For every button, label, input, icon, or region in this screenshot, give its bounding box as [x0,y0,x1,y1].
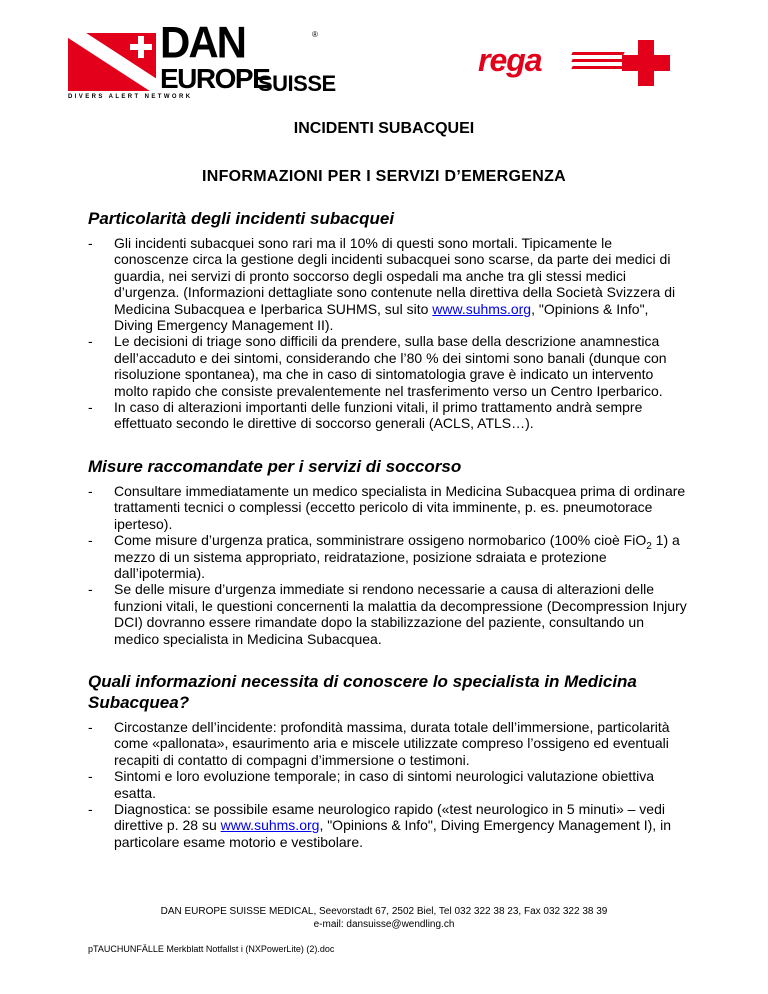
rega-logo-word: rega [478,42,542,78]
bullet-list [88,235,688,432]
bullet-list [88,719,688,850]
section-heading: Quali informazioni necessita di conoscere lo specialista in Medicina Subacquea? [88,671,637,712]
footer-email: e-mail: dansuisse@wendling.ch [313,919,455,930]
dan-logo-suisse: SUISSE [258,71,336,96]
document-title: INCIDENTI SUBACQUEI [293,120,475,137]
dan-logo-word: DAN [160,17,245,68]
list-item: - Circostanze dell’incidente: profondità massima, durata totale dell’immersione, particolarità come «pallonata», esaurimento aria e miscele utilizzate compreso l’ossigeno ed eventuali recapiti di contatto di compagni d’immersione o testimoni. [88,719,688,768]
document-body [88,208,688,874]
section-particularities [88,208,688,432]
list-item: - Le decisioni di triage sono difficili da prendere, sulla base della descrizione anamnestica dell’accaduto e dei sintomi, considerando che l’80 % dei sintomi sono banali (dunque con risoluzione spontanea), ma che in caso di sintomatologia grave è indicato un intervento molto rapido che consiste prevalentemente nel trasferimento verso un Centro Iperbarico. [88,333,688,399]
document-subtitle: INFORMAZIONI PER I SERVIZI D’EMERGENZA [201,168,567,185]
suhms-link[interactable]: www.suhms.org [432,300,532,317]
dan-europe-suisse-logo [68,17,336,102]
list-item: - In caso di alterazioni importanti delle funzioni vitali, il primo trattamento andrà sempre effettuato secondo le direttive di soccorso generali (ACLS, ATLS…). [88,399,688,432]
dive-flag-icon [68,33,156,91]
footer-address: DAN EUROPE SUISSE MEDICAL, Seevorstadt 67, 2502 Biel, Tel 032 322 38 23, Fax 032 322 38 39 [160,906,608,917]
list-item: - Gli incidenti subacquei sono rari ma il 10% di questi sono mortali. Tipicamente le conoscenze circa la gestione degli incidenti subacquei sono scarse, da parte dei medici di guardia, nei servizi di pronto soccorso degli ospedali ma anche tra gli stessi medici d’urgenza. (Informazioni dettagliate sono contenute nella direttiva della Società Svizzera di Medicina Subacquea e Iperbarica SUHMS, sul sito www.suhms.org, "Opinions & Info", Diving Emergency Management II). [88,235,688,333]
section-heading: Misure raccomandate per i servizi di soccorso [88,456,462,476]
section-recommended-measures [88,456,688,647]
rega-logo [478,40,688,86]
red-cross-icon [622,40,670,86]
list-item: - Diagnostica: se possibile esame neurologico rapido («test neurologico in 5 minuti» – vedi direttive p. 28 su www.suhms.org, "Opinions & Info", Diving Emergency Management I), in particolare esame motorio e vestibolare. [88,801,688,850]
list-item: - Come misure d’urgenza pratica, somministrare ossigeno normobarico (100% cioè FiO$_2$ 1) a mezzo di un sistema appropriato, reidratazione, posizione sdraiata e protezione dall’ipotermia). [88,532,688,581]
list-item: - Consultare immediatamente un medico specialista in Medicina Subacquea prima di ordinare trattamenti tecnici o complessi (eccetto pericolo di vita imminente, p. es. pneumotorace iperteso). [88,483,688,532]
registered-mark: ® [312,30,318,39]
footer [0,905,768,931]
bullet-list [88,483,688,647]
list-item: - Sintomi e loro evoluzione temporale; in caso di sintomi neurologici valutazione obiettiva esatta. [88,768,688,801]
file-name: pTAUCHUNFÄLLE Merkblatt Notfallst i (NXPowerLite) (2).doc [88,944,335,954]
suhms-link[interactable]: www.suhms.org [220,817,320,834]
dan-logo-europe: EUROPE [160,63,270,94]
section-heading: Particolarità degli incidenti subacquei [88,209,395,228]
section-specialist-info [88,671,688,850]
white-cross-icon [130,36,152,58]
dan-logo-tagline: DIVERS ALERT NETWORK [68,94,193,100]
list-item: - Se delle misure d’urgenza immediate si rendono necessarie a causa di alterazioni delle funzioni vitali, le questioni concernenti la malattia da decompressione (Decompression Injury DCI) dovranno essere rimandate dopo la stabilizzazione del paziente, consultando un medico specialista in Medicina Subacquea. [88,581,688,647]
speed-lines-icon [572,52,624,72]
